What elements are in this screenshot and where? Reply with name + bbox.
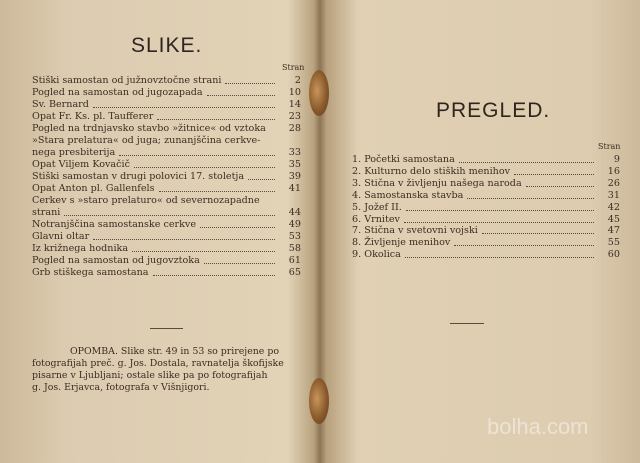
dot-leader	[482, 233, 594, 234]
entry-label: Sv. Bernard	[32, 99, 89, 110]
entry-label: 6. Vrnitev	[352, 213, 400, 225]
list-item	[352, 178, 620, 189]
entry-label: Glavni oltar	[32, 231, 90, 242]
entry-page-number: 2	[294, 75, 301, 86]
list-item	[352, 237, 620, 248]
entry-page-number: 60	[607, 249, 620, 261]
entry-label: 5. Jožef II.	[352, 201, 402, 213]
entry-page-number: 31	[607, 189, 620, 201]
dot-leader	[404, 222, 594, 223]
entry-page-number: 61	[288, 255, 301, 266]
list-item	[32, 171, 301, 182]
dot-leader	[119, 155, 275, 156]
divider	[150, 328, 183, 329]
entry-page-number: 47	[607, 225, 620, 237]
note-line: OPOMBA. Slike str. 49 in 53 so prirejene po	[70, 346, 279, 357]
column-header: Stran	[598, 142, 621, 151]
entry-label: Grb stiškega samostana	[32, 267, 149, 278]
list-item	[32, 147, 301, 158]
list-item	[32, 207, 301, 218]
note-line: pisarne v Ljubljani; ostale slike pa po fotografijah	[32, 370, 268, 381]
dot-leader	[467, 198, 594, 199]
entry-page-number: 23	[288, 111, 301, 122]
entry-page-number: 33	[288, 147, 301, 158]
dot-leader	[200, 227, 275, 228]
entry-label: 2. Kulturno delo stiških menihov	[352, 165, 511, 177]
list-item	[32, 267, 301, 278]
entry-label: Opat Fr. Ks. pl. Taufferer	[32, 111, 154, 122]
entry-page-number: 53	[288, 231, 301, 242]
entry-label: Iz križnega hodnika	[32, 243, 129, 254]
entry-page-number: 10	[288, 87, 301, 98]
note-line: fotografijah preč. g. Jos. Dostala, ravnatelja škofijske	[32, 358, 284, 369]
list-item	[32, 159, 301, 170]
dot-leader	[207, 95, 275, 96]
dot-leader	[93, 107, 275, 108]
dot-leader	[64, 215, 275, 216]
entry-page-number: 28	[288, 123, 301, 134]
left-page-slike	[0, 0, 318, 463]
list-item	[32, 183, 301, 194]
list-item	[32, 219, 301, 230]
entry-label: nega presbiterija	[32, 147, 116, 158]
dot-leader	[406, 210, 594, 211]
dot-leader	[159, 191, 275, 192]
list-item	[32, 87, 301, 98]
entry-label: 8. Življenje menihov	[352, 237, 451, 249]
entry-label: Pogled na trdnjavsko stavbo »žitnice« od vztoka	[32, 123, 266, 134]
page-title: SLIKE.	[131, 34, 203, 57]
dot-leader	[134, 167, 275, 168]
dot-leader	[153, 275, 275, 276]
dot-leader	[514, 174, 594, 175]
list-item	[352, 166, 620, 177]
watermark: bolha.com	[487, 414, 589, 439]
entry-label: 3. Stična v življenju našega naroda	[352, 177, 522, 189]
dot-leader	[157, 119, 275, 120]
right-page-pregled	[322, 0, 640, 463]
list-item	[352, 190, 620, 201]
entry-label: Stiški samostan v drugi polovici 17. stoletja	[32, 171, 245, 182]
page-title: PREGLED.	[436, 99, 551, 122]
entry-label: Opat Anton pl. Gallenfels	[32, 183, 155, 194]
list-item	[352, 154, 620, 165]
entry-label: 9. Okolica	[352, 249, 401, 261]
entry-page-number: 35	[288, 159, 301, 170]
dot-leader	[93, 239, 275, 240]
entry-label: 1. Početki samostana	[352, 154, 455, 165]
entry-label: Pogled na samostan od jugozapada	[32, 87, 203, 98]
list-item	[32, 243, 301, 254]
divider	[450, 323, 484, 324]
entry-page-number: 65	[288, 267, 301, 278]
list-item	[32, 99, 301, 110]
entry-label: Stiški samostan od južnovztočne strani	[32, 75, 222, 86]
dot-leader	[405, 257, 594, 258]
dot-leader	[225, 83, 275, 84]
binding-stitch-icon	[309, 70, 329, 116]
entry-page-number: 44	[288, 207, 301, 218]
dot-leader	[248, 179, 275, 180]
list-item	[32, 75, 301, 86]
entry-label: Notranjščina samostanske cerkve	[32, 219, 197, 230]
list-item	[32, 111, 301, 122]
entry-page-number: 45	[607, 213, 620, 225]
dot-leader	[459, 162, 594, 163]
entry-page-number: 39	[288, 171, 301, 182]
binding-stitch-icon	[309, 378, 329, 424]
list-item	[352, 225, 620, 236]
column-header: Stran	[282, 63, 305, 72]
list-item	[32, 135, 301, 146]
entry-page-number: 41	[288, 183, 301, 194]
dot-leader	[526, 186, 594, 187]
entry-label: Opat Viljem Kovačič	[32, 159, 130, 170]
entry-page-number: 55	[607, 237, 620, 249]
entry-label: Pogled na samostan od jugovztoka	[32, 255, 200, 266]
entry-page-number: 26	[607, 177, 620, 189]
entry-label: 7. Stična v svetovni vojski	[352, 225, 478, 237]
dot-leader	[204, 263, 275, 264]
list-item	[32, 231, 301, 242]
entry-label: strani	[32, 207, 61, 218]
entry-page-number: 58	[288, 243, 301, 254]
entry-page-number: 49	[288, 219, 301, 230]
note-line: g. Jos. Erjavca, fotografa v Višnjigori.	[32, 382, 210, 393]
entry-page-number: 9	[613, 154, 620, 165]
entry-page-number: 14	[288, 99, 301, 110]
list-item	[352, 214, 620, 225]
entry-page-number: 16	[607, 165, 620, 177]
entry-label: 4. Samostanska stavba	[352, 189, 464, 201]
entry-label: Cerkev s »staro prelaturo« od severnozapadne	[32, 195, 260, 206]
dot-leader	[132, 251, 275, 252]
entry-page-number: 42	[607, 201, 620, 213]
list-item	[32, 255, 301, 266]
dot-leader	[454, 245, 594, 246]
list-item	[32, 195, 301, 206]
list-item	[352, 249, 620, 260]
list-item	[352, 202, 620, 213]
entry-label: »Stara prelatura« od juga; zunanjščina cerkve-	[32, 135, 261, 146]
list-item	[32, 123, 301, 134]
